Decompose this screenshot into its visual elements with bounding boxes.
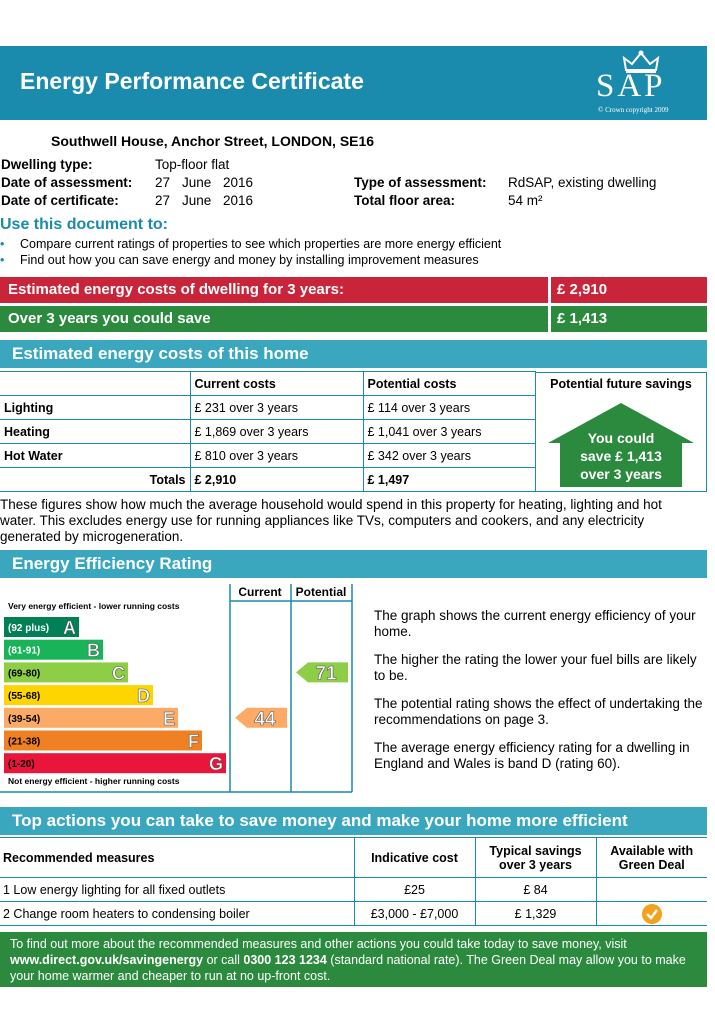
assessment-date-day: 27 [155,175,171,190]
potential-cost-cell: £ 342 over 3 years [363,444,535,468]
savings-line-3: over 3 years [580,466,662,482]
band-letter: C [112,663,125,684]
bullet-icon: • [0,237,5,251]
cost-cell: £25 [354,878,475,902]
costs-note: These figures show how much the average household would spend in this property for heating, lighting and hot water. This excludes energy use for running appliances like TVs, computers and cookers, and any electricity generated by microgeneration. [0,497,662,544]
table-row [0,396,535,420]
current-cost-cell: £ 810 over 3 years [190,444,363,468]
list-item: • Find out how you can save energy and money by installing improvement measures [0,253,479,267]
header-banner [0,46,707,120]
house-arrow-icon [546,401,696,489]
rating-paragraph: The higher the rating the lower your fuel bills are likely to be. [374,652,697,683]
band-range-label: (92 plus) [8,623,50,634]
header-indicative-cost: Indicative cost [354,838,475,878]
totals-label: Totals [0,468,190,492]
band-letter: D [137,686,150,707]
band-range-label: (39-54) [8,713,41,725]
efficiency-chart-svg [0,584,354,794]
potential-rating-value: 71 [315,663,337,685]
rating-section-title: Energy Efficiency Rating [0,550,707,578]
band-letter: G [208,754,223,775]
bottom-note: Not energy efficient - higher running costs [8,776,180,786]
band-range-label: (21-38) [8,736,41,748]
logo-copyright: © Crown copyright 2009 [598,106,669,114]
list-item: • Compare current ratings of properties to see which properties are more energy efficient [0,237,502,251]
green-deal-cell [596,902,707,926]
header-potential-costs: Potential costs [363,372,535,396]
current-rating-value: 44 [254,708,276,730]
assessment-type-value: RdSAP, existing dwelling [508,175,657,190]
header-future-savings: Potential future savings [550,377,692,391]
page-title: Energy Performance Certificate [20,68,364,94]
table-row [0,902,707,926]
savings-bar [0,306,707,332]
footer-info: To find out more about the recommended measures and other actions you could take today to save money, visit www.direct.gov.uk/savingenergy or call 0300 123 1234 (standard national rate). The Green Deal may allow you to make your home warmer and cheaper to run at no up-front cost. [0,932,707,987]
assessment-date-year: 2016 [223,175,254,190]
costs-table [0,371,536,492]
current-rating-marker [235,708,287,730]
rating-paragraph: The potential rating shows the effect of undertaking the recommendations on page 3. [374,696,703,727]
totals-potential: £ 1,497 [363,468,535,492]
measure-cell: 1 Low energy lighting for all fixed outlets [0,878,354,902]
future-savings-cell [535,372,707,492]
costs-section-title: Estimated energy costs of this home [0,340,707,368]
use-document-title: Use this document to: [0,216,169,233]
potential-cost-cell: £ 1,041 over 3 years [363,420,535,444]
estimated-costs-value: £ 2,910 [551,277,707,303]
col-potential-label: Potential [295,585,347,599]
band-range-label: (81-91) [8,645,41,657]
savings-line-2: save £ 1,413 [580,448,662,464]
property-address: Southwell House, Anchor Street, LONDON, SE16 [51,133,375,149]
savingenergy-link[interactable]: www.direct.gov.uk/savingenergy [10,953,204,967]
table-row [0,420,535,444]
savings-line-1: You could [587,430,655,446]
savings-cell: £ 84 [475,878,596,902]
savings-label: Over 3 years you could save [0,306,548,332]
estimated-costs-bar [0,277,707,303]
bullet-icon: • [0,253,5,267]
assessment-date-label: Date of assessment: [1,175,133,190]
header-measures: Recommended measures [0,838,354,878]
band-range-label: (55-68) [8,691,41,703]
phone-number: 0300 123 1234 [243,953,327,967]
certificate-date-label: Date of certificate: [1,193,119,208]
measure-cell: 2 Change room heaters to condensing boiler [0,902,354,926]
table-row [0,838,707,878]
current-cost-cell: £ 1,869 over 3 years [190,420,363,444]
header-current-costs: Current costs [190,372,363,396]
table-row [0,444,535,468]
savings-cell: £ 1,329 [475,902,596,926]
efficiency-chart [0,584,354,794]
band-range-label: (69-80) [8,668,41,680]
actions-section-title: Top actions you can take to save money and make your home more efficient [0,807,707,835]
band-range-label: (1-20) [8,759,35,771]
band-letter: B [87,640,100,661]
certificate-date-day: 27 [155,193,171,208]
band-letter: A [63,618,76,638]
sap-logo-text: SAP [596,68,666,104]
assessment-type-label: Type of assessment: [354,175,487,190]
assessment-date-month: June [182,175,212,190]
potential-rating-marker [296,662,348,684]
rating-paragraph: The average energy efficiency rating for a dwelling in England and Wales is band D (rating 60). [374,740,690,771]
rating-bands [4,617,226,774]
header-green-deal: Available with Green Deal [596,838,707,878]
savings-arrow [546,401,696,494]
sap-logo [594,50,694,116]
row-label: Lighting [0,396,190,420]
dwelling-type-value: Top-floor flat [155,157,230,172]
floor-area-value: 54 m² [508,193,543,208]
green-deal-cell [596,878,707,902]
certificate-date-year: 2016 [223,193,254,208]
cost-cell: £3,000 - £7,000 [354,902,475,926]
savings-value: £ 1,413 [551,306,707,332]
potential-cost-cell: £ 114 over 3 years [363,396,535,420]
row-label: Heating [0,420,190,444]
band-g [4,753,226,773]
estimated-costs-label: Estimated energy costs of dwelling for 3 years: [0,277,548,303]
floor-area-label: Total floor area: [354,193,456,208]
totals-current: £ 2,910 [190,468,363,492]
band-letter: E [162,708,175,729]
table-row [0,372,535,396]
table-row [0,468,535,492]
band-letter: F [188,731,199,752]
row-label: Hot Water [0,444,190,468]
dwelling-type-label: Dwelling type: [1,157,93,172]
certificate-date-month: June [182,193,212,208]
rating-paragraph: The graph shows the current energy efficiency of your home. [374,608,696,639]
actions-table [0,837,707,926]
top-note: Very energy efficient - lower running costs [8,601,180,611]
current-cost-cell: £ 231 over 3 years [190,396,363,420]
col-current-label: Current [238,585,282,599]
header-typical-savings: Typical savings over 3 years [475,838,596,878]
green-deal-check-icon [641,903,663,925]
table-row [0,878,707,902]
